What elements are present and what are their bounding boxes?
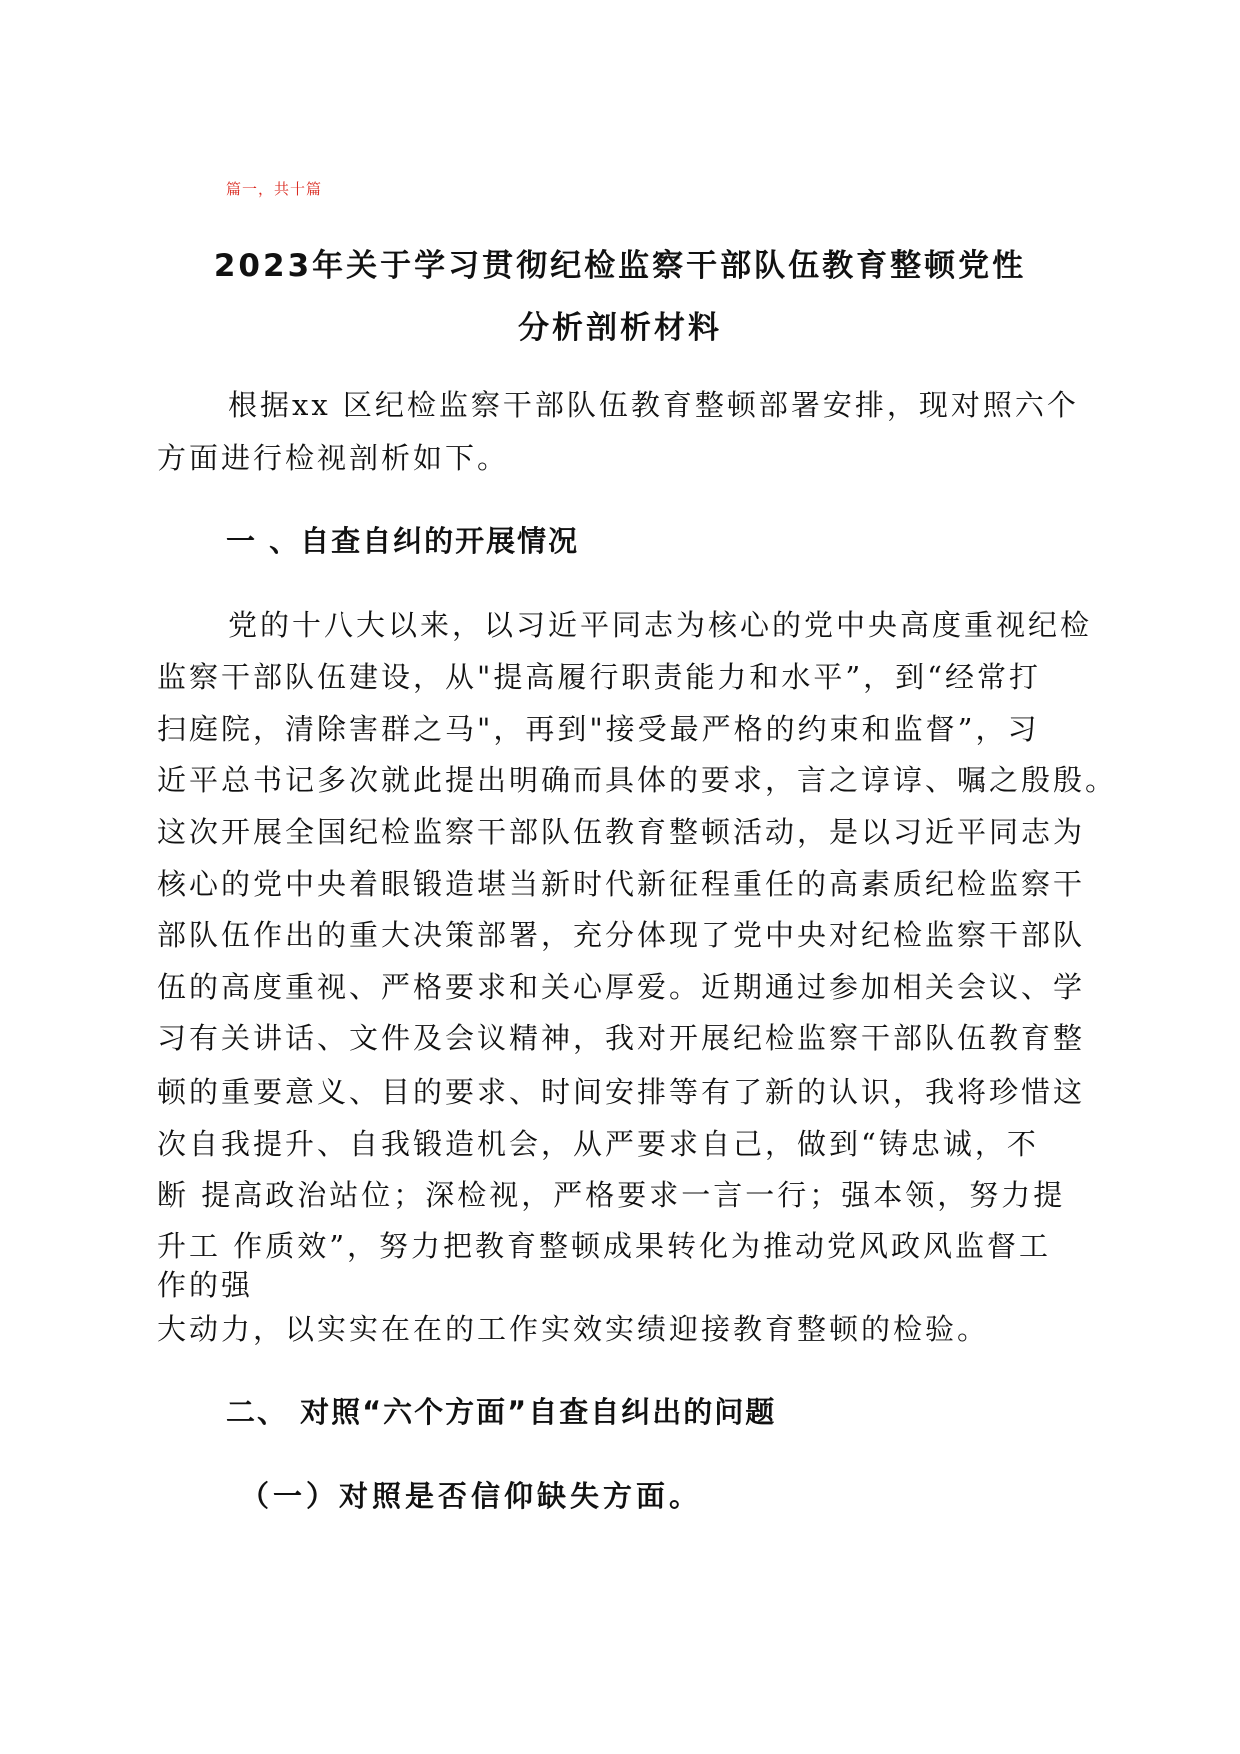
section-1-heading: 一 、自查自纠的开展情况 xyxy=(226,524,580,558)
section-2-subheading: （一）对照是否信仰缺失方面。 xyxy=(240,1479,703,1513)
paragraph-line: 次自我提升、自我锻造机会，从严要求自己，做到“铸忠诚，不 xyxy=(157,1127,1039,1161)
paragraph-line: 作的强 xyxy=(157,1268,254,1302)
paragraph-line: 近平总书记多次就此提出明确而具体的要求，言之谆谆、嘱之殷殷。 xyxy=(157,763,1118,797)
paragraph-line: 扫庭院，清除害群之马"，再到"接受最严格的约束和监督”，习 xyxy=(157,712,1040,746)
section-2-heading: 二、 对照“六个方面”自查自纠出的问题 xyxy=(226,1395,777,1429)
series-label: 篇一，共十篇 xyxy=(226,180,323,198)
intro-line-1: 根据xx 区纪检监察干部队伍教育整顿部署安排，现对照六个 xyxy=(228,388,1079,422)
paragraph-line: 伍的高度重视、严格要求和关心厚爱。近期通过参加相关会议、学 xyxy=(157,970,1086,1004)
document-title-line-1: 2023年关于学习贯彻纪检监察干部队伍教育整顿党性 xyxy=(213,248,1027,284)
paragraph-line: 大动力，以实实在在的工作实效实绩迎接教育整顿的检验。 xyxy=(157,1312,990,1346)
paragraph-line: 顿的重要意义、目的要求、时间安排等有了新的认识，我将珍惜这 xyxy=(157,1075,1086,1109)
paragraph-line: 这次开展全国纪检监察干部队伍教育整顿活动，是以习近平同志为 xyxy=(157,815,1086,849)
paragraph-line: 党的十八大以来，以习近平同志为核心的党中央高度重视纪检 xyxy=(228,608,1093,642)
paragraph-line: 部队伍作出的重大决策部署，充分体现了党中央对纪检监察干部队 xyxy=(157,918,1086,952)
paragraph-line: 升工 作质效”，努力把教育整顿成果转化为推动党风政风监督工 xyxy=(157,1229,1052,1263)
paragraph-line: 断 提高政治站位；深检视，严格要求一言一行；强本领，努力提 xyxy=(157,1178,1066,1212)
document-title-line-2: 分析剖析材料 xyxy=(518,310,722,346)
paragraph-line: 习有关讲话、文件及会议精神，我对开展纪检监察干部队伍教育整 xyxy=(157,1021,1086,1055)
intro-line-2: 方面进行检视剖析如下。 xyxy=(157,441,510,475)
paragraph-line: 核心的党中央着眼锻造堪当新时代新征程重任的高素质纪检监察干 xyxy=(157,867,1086,901)
paragraph-line: 监察干部队伍建设，从"提高履行职责能力和水平”，到“经常打 xyxy=(157,660,1041,694)
